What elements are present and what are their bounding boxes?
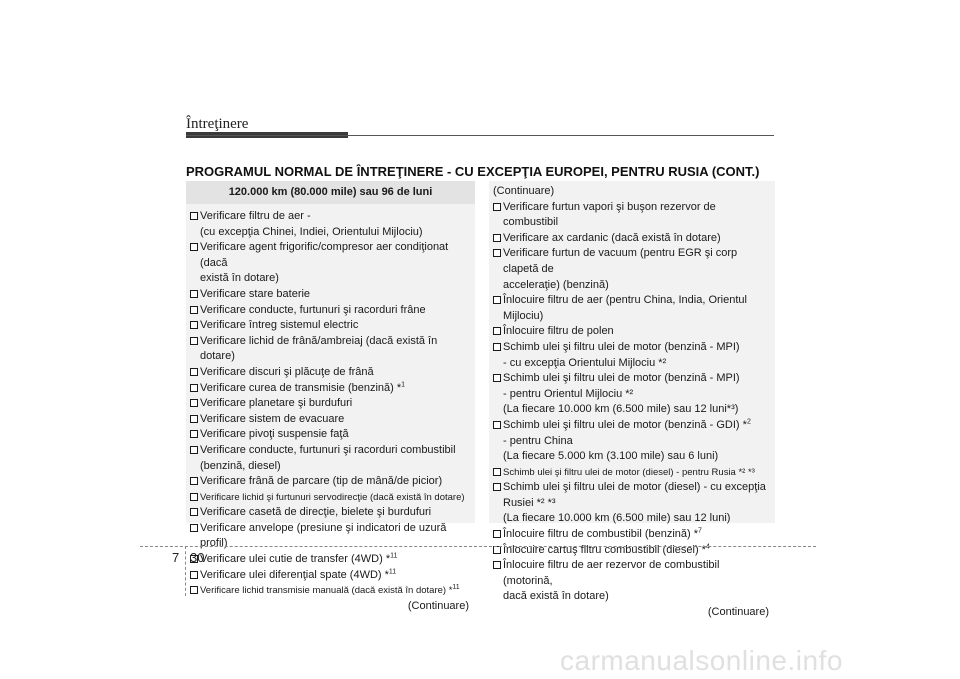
checklist-item-text: Verificare frână de parcare (tip de mână/de picior) — [200, 475, 443, 488]
checkbox-icon — [493, 468, 501, 476]
footnote-ref: 11 — [452, 584, 460, 592]
checklist-item — [190, 334, 471, 365]
checklist-item — [190, 381, 471, 397]
checkbox-icon — [190, 430, 198, 438]
checklist-item-text: Verificare stare baterie — [200, 287, 311, 300]
checkbox-icon — [493, 296, 501, 304]
checklist-item-text: Verificare ax cardanic (dacă există în dotare) — [503, 231, 721, 244]
checklist-item — [493, 293, 771, 324]
checkbox-icon — [190, 212, 198, 220]
checklist-item-text: Verificare lichid de frână/ambreiaj (dacă există în dotare) — [200, 334, 438, 363]
checklist-item-text: Verificare pivoţi suspensie faţă — [200, 428, 349, 441]
checklist-item — [190, 412, 471, 428]
checklist-item-text: Schimb ulei şi filtru ulei de motor (benzină - MPI) — [503, 372, 740, 385]
checklist-item — [190, 583, 471, 599]
footnote-ref: 4 — [705, 543, 710, 550]
continued-label: (Continuare) — [407, 599, 469, 612]
checklist-item-text: Verificare casetă de direcţie, bielete şi burdufuri — [200, 506, 432, 519]
section-label: Întreţinere — [186, 116, 249, 132]
checkbox-icon — [190, 368, 198, 376]
checklist-item — [493, 543, 771, 559]
footnote-ref: 1 — [401, 380, 406, 388]
checklist-item — [190, 209, 471, 225]
checkbox-icon — [493, 561, 501, 569]
checklist-item — [190, 443, 471, 459]
checklist-item-text: Verificare sistem de evacuare — [200, 412, 345, 425]
checkbox-icon — [493, 203, 501, 211]
left-column-body — [186, 204, 475, 614]
checklist-item — [493, 246, 771, 277]
checklist-item-text: Verificare anvelope (presiune şi indicatori de uzură profil) — [200, 521, 447, 550]
checklist-item-text: Schimb ulei şi filtru ulei de motor (diesel) - pentru Rusia *² *³ — [503, 466, 755, 478]
footnote-ref: 2 — [746, 418, 751, 426]
page-title: PROGRAMUL NORMAL DE ÎNTREŢINERE - CU EXCEPŢIA EUROPEI, PENTRU RUSIA (CONT.) — [186, 164, 760, 179]
checklist-item — [190, 427, 471, 443]
checkbox-icon — [493, 530, 501, 538]
footnote-ref: 11 — [388, 568, 397, 575]
checkbox-icon — [190, 586, 198, 594]
left-column-heading: 120.000 km (80.000 mile) sau 96 de luni — [186, 181, 475, 204]
checklist-item — [190, 568, 471, 584]
checklist-item-text: Verificare curea de transmisie (benzină) * — [200, 381, 402, 394]
checklist-item — [190, 505, 471, 521]
checklist-item-text: Înlocuire cartuş filtru combustibil (diesel) * — [503, 543, 706, 556]
checkbox-icon — [493, 327, 501, 335]
checklist-item-continuation: acceleraţie) (benzină) — [503, 278, 609, 291]
checklist-item-text: Verificare furtun de vacuum (pentru EGR şi corp clapetă de — [503, 247, 738, 275]
checklist-item — [190, 318, 471, 334]
footer-divider — [185, 546, 186, 596]
page-number: 30 — [190, 550, 205, 565]
checklist-item-text: Înlocuire filtru de aer (pentru China, India, Orientul Mijlociu) — [503, 294, 747, 322]
checklist-item-text: Înlocuire filtru de combustibil (benzină) * — [503, 528, 699, 541]
footnote-ref: 11 — [390, 552, 398, 560]
checklist-item-text: Verificare lichid transmisie manuală (dacă există în dotare) * — [200, 585, 453, 597]
checklist-item — [190, 490, 471, 506]
checklist-item — [493, 340, 771, 356]
checkbox-icon — [190, 290, 198, 298]
checklist-item-text: Verificare planetare şi burdufuri — [200, 397, 353, 410]
checkbox-icon — [190, 571, 198, 579]
checklist-item-continuation: (La fiecare 10.000 km (6.500 mile) sau 12 luni*³) — [503, 403, 739, 416]
checklist-item — [493, 324, 771, 340]
checklist-item — [190, 521, 471, 552]
checklist-item — [190, 303, 471, 319]
checklist-item-text: Înlocuire filtru de aer rezervor de combustibil (motorină, — [503, 559, 720, 587]
checklist-item — [493, 465, 771, 481]
checkbox-icon — [190, 321, 198, 329]
checklist-item — [493, 200, 771, 231]
checklist-item-text: Verificare agent frigorific/compresor aer condiţionat (dacă — [200, 241, 449, 269]
checklist-item-text: Verificare discuri şi plăcuţe de frână — [200, 365, 374, 378]
checklist-item — [493, 480, 771, 496]
checklist-item-continuation: - cu excepţia Orientului Mijlociu *² — [503, 356, 667, 369]
checklist-item — [190, 240, 471, 271]
checkbox-icon — [190, 524, 198, 532]
checkbox-icon — [190, 446, 198, 454]
checkbox-icon — [190, 493, 198, 501]
checklist-item-text: Verificare filtru de aer - — [200, 210, 311, 222]
checklist-item — [493, 527, 771, 543]
checklist-item — [493, 558, 771, 589]
checklist-item-continuation: (La fiecare 5.000 km (3.100 mile) sau 6 luni) — [503, 450, 719, 463]
checklist-item-continuation: există în dotare) — [200, 272, 279, 285]
checkbox-icon — [493, 374, 501, 382]
watermark: carmanualsonline.info — [560, 645, 843, 676]
right-column-body — [489, 181, 775, 621]
checkbox-icon — [190, 384, 198, 392]
checkbox-icon — [190, 243, 198, 251]
checklist-item-continuation: (benzină, diesel) — [200, 459, 281, 472]
checkbox-icon — [190, 337, 198, 345]
checklist-item — [190, 396, 471, 412]
checklist-item-continuation: Rusiei *² *³ — [503, 496, 556, 509]
checklist-item — [190, 365, 471, 381]
checkbox-icon — [190, 508, 198, 516]
checkbox-icon — [190, 306, 198, 314]
checklist-item — [190, 474, 471, 490]
footnote-ref: 7 — [698, 527, 702, 535]
checklist-item-text: Verificare conducte, furtunuri şi racorduri combustibil — [200, 443, 456, 456]
checklist-item-text: Verificare întreg sistemul electric — [200, 319, 359, 332]
checklist-item-continuation: (cu excepţia Chinei, Indiei, Orientului Mijlociu) — [200, 225, 423, 238]
continued-label: (Continuare) — [707, 606, 769, 619]
checklist-item-text: Verificare ulei cutie de transfer (4WD) * — [200, 553, 391, 566]
checklist-item-text: Verificare ulei diferenţial spate (4WD) * — [200, 568, 389, 581]
checkbox-icon — [190, 477, 198, 485]
checkbox-icon — [493, 343, 501, 351]
right-column-lead: (Continuare) — [493, 185, 555, 197]
checklist-item-text: Schimb ulei şi filtru ulei de motor (diesel) - cu excepţia — [503, 481, 766, 494]
checkbox-icon — [493, 421, 501, 429]
checklist-item-continuation: - pentru China — [503, 434, 573, 447]
checklist-item-continuation: dacă există în dotare) — [503, 590, 609, 603]
footer-rule — [140, 546, 816, 547]
right-column — [489, 181, 775, 619]
checklist-item — [190, 552, 471, 568]
checklist-item-text: Înlocuire filtru de polen — [503, 325, 614, 338]
checklist-item-text: Verificare lichid şi furtunuri servodirecţie (dacă există în dotare) — [200, 491, 465, 503]
chapter-number: 7 — [172, 550, 180, 565]
checkbox-icon — [493, 234, 501, 242]
checklist-item-continuation: (La fiecare 10.000 km (6.500 mile) sau 12 luni) — [503, 512, 731, 525]
checkbox-icon — [493, 483, 501, 491]
checklist-item-text: Verificare conducte, furtunuri şi racorduri frâne — [200, 303, 426, 316]
checklist-item — [493, 371, 771, 387]
checklist-item — [190, 287, 471, 303]
checklist-item-text: Schimb ulei şi filtru ulei de motor (benzină - MPI) — [503, 340, 740, 353]
header-rule — [186, 135, 774, 136]
checkbox-icon — [190, 415, 198, 423]
checklist-item-continuation: - pentru Orientul Mijlociu *² — [503, 387, 634, 400]
checklist-item — [493, 418, 771, 434]
checkbox-icon — [190, 399, 198, 407]
checklist-item — [493, 231, 771, 247]
checklist-item-text: Verificare furtun vapori şi buşon rezervor de combustibil — [503, 200, 716, 229]
checklist-item-text: Schimb ulei şi filtru ulei de motor (benzină - GDI) * — [503, 418, 747, 431]
checkbox-icon — [493, 249, 501, 257]
